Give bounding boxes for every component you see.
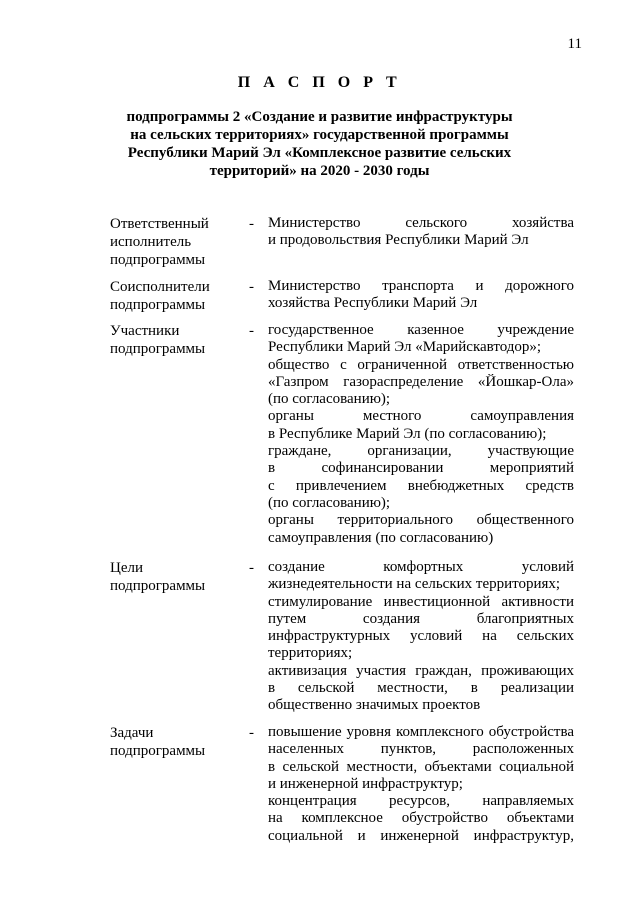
row-content-line: населенных пунктов, расположенных: [268, 741, 574, 758]
subprogram-title-line: подпрограммы 2 «Создание и развитие инфраструктуры: [126, 109, 513, 125]
row-label-line: Участники: [110, 323, 180, 339]
row-content: [268, 724, 574, 845]
page-number: 11: [567, 36, 582, 52]
row-label: [110, 559, 250, 595]
row-content-line: в Республике Марий Эл (по согласованию);: [268, 425, 547, 442]
row-label-line: Ответственный: [110, 216, 209, 232]
row-content-line: Республики Марий Эл «Марийскавтодор»;: [268, 339, 542, 356]
row-label-line: исполнитель: [110, 234, 192, 250]
row-content-line: органы местного самоуправления: [268, 408, 574, 425]
row-dash: -: [249, 279, 254, 295]
row-content: [268, 322, 574, 547]
row-content-line: общество с ограниченной ответственностью: [268, 356, 574, 373]
row-content-line: в сельской местности, объектами социальной: [268, 758, 574, 775]
row-content-line: территориях;: [268, 645, 353, 662]
row-content-line: повышение уровня комплексного обустройства: [268, 724, 574, 740]
subprogram-title: [60, 108, 579, 180]
row-content-line: создание комфортных условий: [268, 559, 574, 575]
row-content-line: органы территориального общественного: [268, 512, 574, 529]
row-label-line: Соисполнители: [110, 279, 210, 295]
row-content-line: (по согласованию);: [268, 494, 391, 511]
row-content-line: Министерство сельского хозяйства: [268, 215, 574, 231]
row-content-line: и инженерной инфраструктур;: [268, 775, 463, 792]
row-content-line: активизация участия граждан, проживающих: [268, 662, 574, 679]
row-label-line: подпрограммы: [110, 252, 206, 268]
subprogram-title-line: на сельских территориях» государственной программы: [130, 127, 509, 143]
row-content-line: с привлечением внебюджетных средств: [268, 477, 574, 494]
row-content-line: общественно значимых проектов: [268, 697, 481, 714]
row-content-line: на комплексное обустройство объектами: [268, 810, 574, 827]
row-content-line: самоуправления (по согласованию): [268, 529, 494, 546]
row-content: [268, 215, 574, 250]
row-content-line: хозяйства Республики Марий Эл: [268, 295, 478, 312]
row-content-line: государственное казенное учреждение: [268, 322, 574, 338]
row-label: [110, 724, 250, 760]
row-content-line: граждане, организации, участвующие: [268, 443, 574, 460]
row-dash: -: [249, 725, 254, 741]
row-content-line: в софинансировании мероприятий: [268, 460, 574, 477]
row-content-line: социальной и инженерной инфраструктур,: [268, 827, 574, 844]
row-label-line: подпрограммы: [110, 297, 206, 313]
row-content: [268, 278, 574, 313]
row-content-line: (по согласованию);: [268, 391, 391, 408]
row-content-line: в сельской местности, в реализации: [268, 680, 574, 697]
row-label: [110, 215, 250, 269]
row-label-line: подпрограммы: [110, 578, 206, 594]
document-heading: П А С П О Р Т: [237, 74, 402, 91]
row-dash: -: [249, 560, 254, 576]
row-label: [110, 278, 250, 314]
row-content-line: стимулирование инвестиционной активности: [268, 593, 574, 610]
row-label-line: Задачи: [110, 725, 154, 741]
row-content-line: путем создания благоприятных: [268, 610, 574, 627]
row-content-line: жизнедеятельности на сельских территориях;: [268, 576, 561, 593]
subprogram-title-line: территорий» на 2020 - 2030 годы: [209, 163, 430, 179]
row-content-line: «Газпром газораспределение «Йошкар-Ола»: [268, 373, 574, 390]
row-content-line: инфраструктурных условий на сельских: [268, 628, 574, 645]
row-content-line: Министерство транспорта и дорожного: [268, 278, 574, 294]
row-dash: -: [249, 323, 254, 339]
row-label-line: подпрограммы: [110, 743, 206, 759]
row-content: [268, 559, 574, 715]
row-content-line: и продовольствия Республики Марий Эл: [268, 232, 529, 249]
row-label-line: Цели: [110, 560, 144, 576]
row-label: [110, 322, 250, 358]
row-dash: -: [249, 216, 254, 232]
row-label-line: подпрограммы: [110, 341, 206, 357]
subprogram-title-line: Республики Марий Эл «Комплексное развитие сельских: [127, 145, 512, 161]
row-content-line: концентрация ресурсов, направляемых: [268, 793, 574, 810]
